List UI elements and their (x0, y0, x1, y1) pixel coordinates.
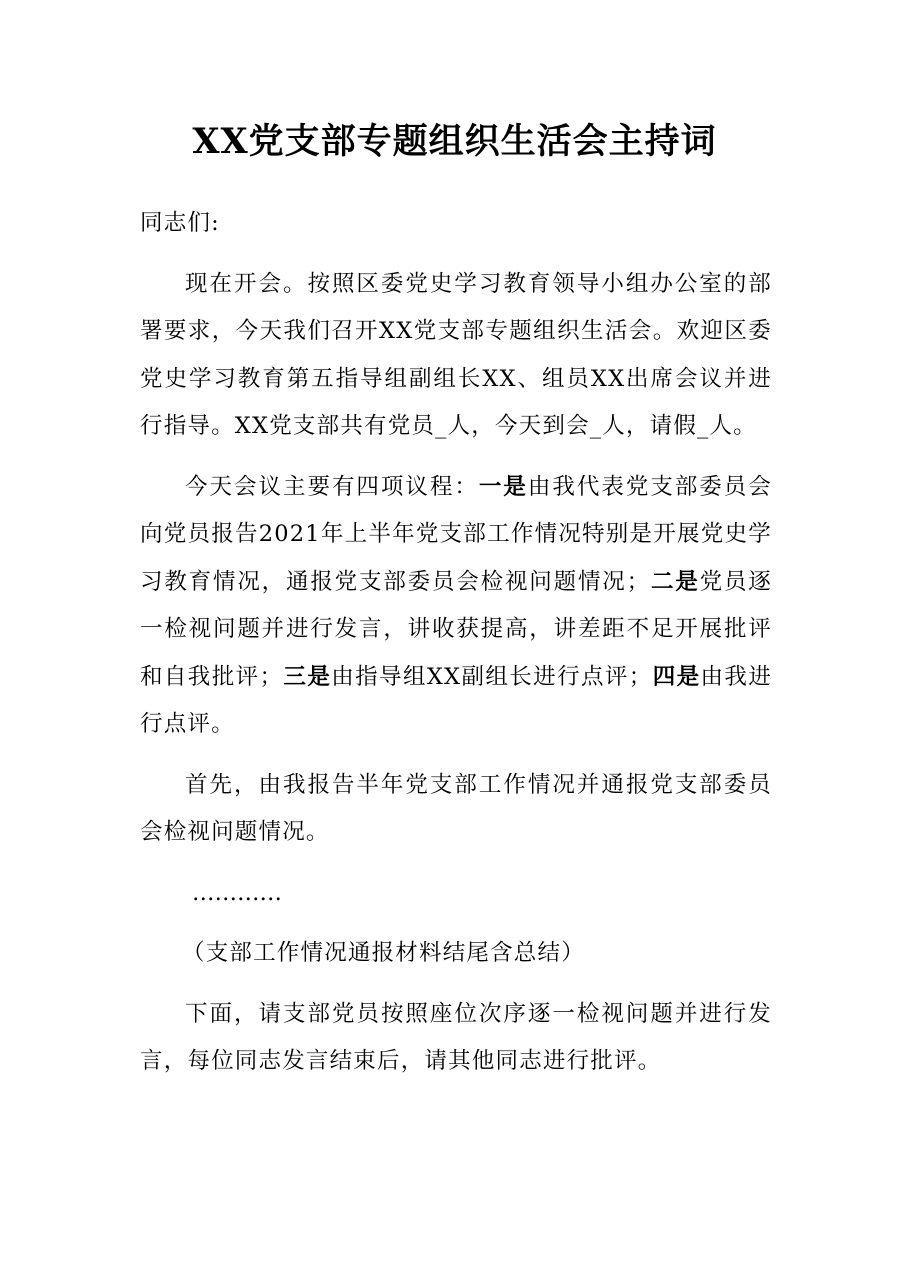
agenda-keyword-3: 三是 (283, 663, 332, 690)
agenda-item-1: 由我代表党支部委员会向党员报告2021年上半年党支部工作情况特别是开展党史学习教育情况，通报党支部委员会检视问题情况； (140, 473, 772, 595)
agenda-item-2: 党员逐一检视问题并进行发言，讲收获提高，讲差距不足开展批评和自我批评； (140, 568, 772, 690)
agenda-keyword-2: 二是 (650, 568, 700, 595)
paragraph-speeches: 下面，请支部党员按照座位次序逐一检视问题并进行发言，每位同志发言结束后，请其他同志进行批评。 (140, 1000, 772, 1074)
agenda-item-3: 由指导组XX副组长进行点评； (331, 663, 653, 690)
bracket-note: （支部工作情况通报材料结尾含总结） (182, 940, 585, 966)
agenda-item-4: 由我进行点评。 (140, 663, 773, 737)
paragraph-opening: 现在开会。按照区委党史学习教育领导小组办公室的部署要求，今天我们召开XX党支部专题组织生活会。欢迎区委党史学习教育第五指导组副组长XX、组员XX出席会议并进行指导。XX党支部共有党员_人，今天到会_人，请假_人。 (140, 270, 772, 439)
agenda-keyword-4: 四是 (652, 663, 701, 690)
document-title: XX党支部专题组织生活会主持词 (192, 121, 717, 162)
agenda-keyword-1: 一是 (478, 473, 528, 500)
document-body (140, 200, 772, 1099)
agenda-intro: 今天会议主要有四项议程： (185, 473, 479, 500)
paragraph-agenda (140, 464, 772, 749)
ellipsis-line: ………… (192, 879, 282, 906)
salutation: 同志们: (140, 210, 220, 236)
paragraph-report: 首先，由我报告半年党支部工作情况并通报党支部委员会检视问题情况。 (140, 771, 772, 845)
